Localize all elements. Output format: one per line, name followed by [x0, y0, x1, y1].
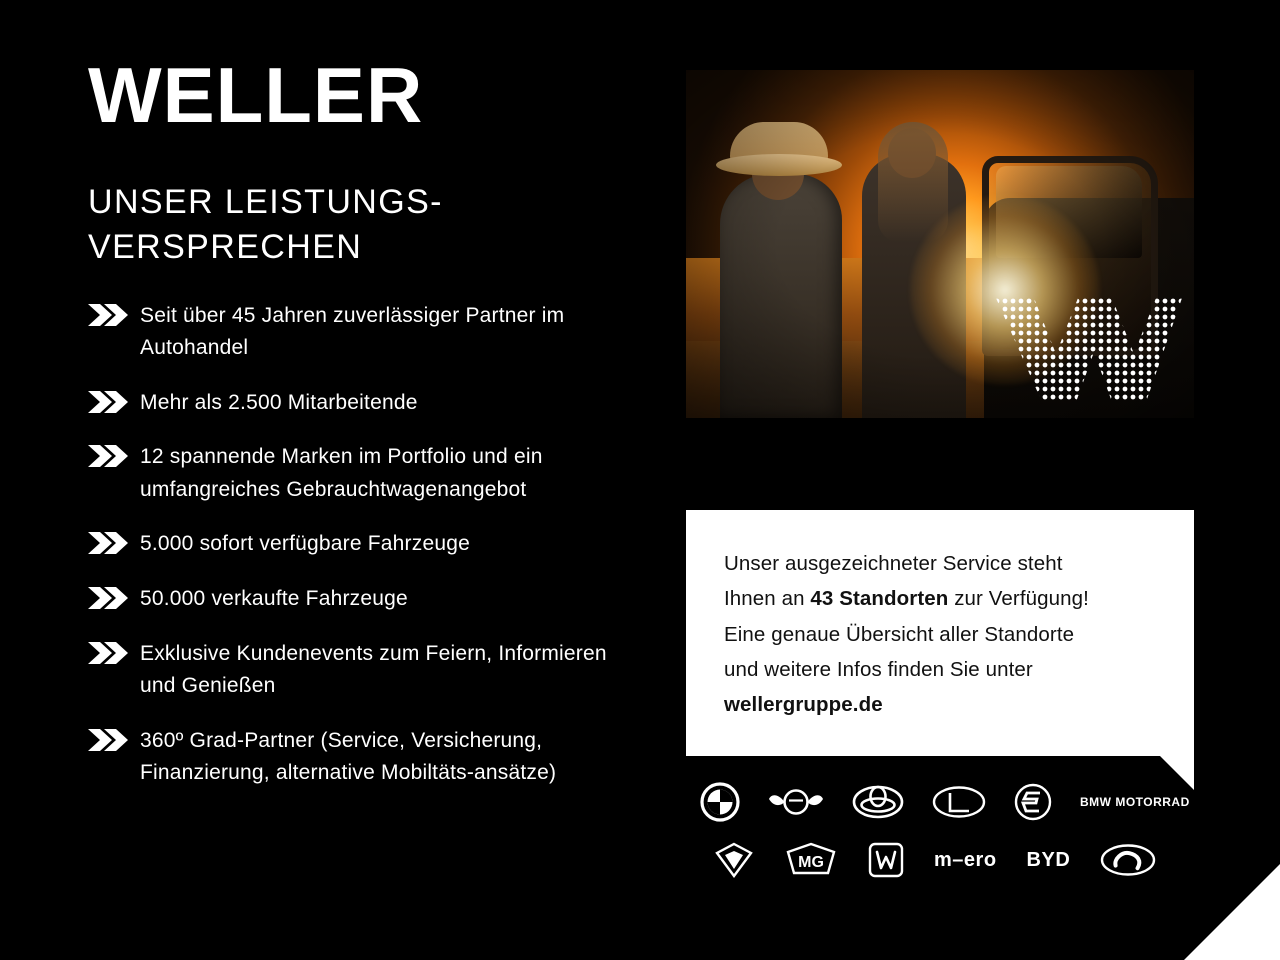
- service-info-line3: Eine genaue Übersicht aller Standorte: [724, 622, 1075, 646]
- mg-logo-icon: [784, 840, 838, 880]
- toyota-logo-icon: [852, 782, 904, 822]
- list-item: [88, 300, 668, 365]
- service-info-line2-post: zur Verfügung!: [948, 587, 1089, 611]
- seat-logo-icon: [1014, 782, 1052, 822]
- brand-logo-row-2: [700, 840, 1200, 880]
- wuling-logo-icon: [868, 840, 904, 880]
- brand-logo-row-1: [700, 782, 1200, 822]
- double-chevron-icon: [88, 638, 128, 664]
- list-item-label: Seit über 45 Jahren zuverlässiger Partner im Autohandel: [140, 303, 565, 360]
- list-item: [88, 725, 668, 790]
- right-column: [686, 70, 1194, 756]
- service-info-line4: und weitere Infos finden Sie unter: [724, 657, 1033, 681]
- double-chevron-icon: [88, 441, 128, 467]
- double-chevron-icon: [88, 583, 128, 609]
- page-title: UNSER LEISTUNGS-VERSPRECHEN: [88, 183, 443, 266]
- service-info-box: [686, 510, 1194, 756]
- website-url[interactable]: wellergruppe.de: [724, 693, 883, 716]
- service-info-text: [724, 546, 1156, 722]
- svg-text:MG: MG: [798, 854, 824, 871]
- list-item: [88, 583, 668, 616]
- double-chevron-icon: [88, 387, 128, 413]
- service-info-line1: Unser ausgezeichneter Service steht: [724, 552, 1063, 575]
- corner-wedge: [1184, 864, 1280, 960]
- bmw-motorrad-logo: [1080, 782, 1190, 822]
- service-info-line2-pre: Ihnen an: [724, 587, 811, 611]
- micro-label: m–ero: [934, 848, 997, 871]
- double-chevron-icon: [88, 725, 128, 751]
- dotted-w-pattern-icon: [986, 290, 1186, 410]
- double-chevron-icon: [88, 300, 128, 326]
- list-item-label: 12 spannende Marken im Portfolio und ein umfangreiches Gebrauchtwagenangebot: [140, 445, 543, 501]
- list-item: [88, 387, 668, 420]
- hero-image: [686, 70, 1194, 418]
- list-item: [88, 441, 668, 506]
- lexus-logo-icon: [932, 782, 986, 822]
- weller-wordmark: WELLER: [88, 51, 424, 139]
- list-item-label: 50.000 verkaufte Fahrzeuge: [140, 587, 408, 611]
- list-item-label: 5.000 sofort verfügbare Fahrzeuge: [140, 532, 470, 556]
- bmw-motorrad-label: BMW MOTORRAD: [1080, 794, 1190, 809]
- micro-logo: [934, 840, 997, 880]
- bmw-logo-icon: [700, 782, 740, 822]
- byd-label: BYD: [1026, 848, 1071, 871]
- list-item: [88, 638, 668, 703]
- double-chevron-icon: [88, 528, 128, 554]
- hyundai-logo-icon: [1100, 840, 1156, 880]
- brand-logo-strip: [700, 782, 1200, 898]
- list-item: [88, 528, 668, 561]
- locations-count: 43 Standorten: [810, 587, 949, 611]
- mini-logo-icon: [768, 782, 824, 822]
- benefits-list: [88, 300, 668, 790]
- list-item-label: Mehr als 2.500 Mitarbeitende: [140, 390, 418, 414]
- list-item-label: Exklusive Kundenevents zum Feiern, Informieren und Genießen: [140, 641, 607, 698]
- cupra-logo-icon: [714, 840, 754, 880]
- left-column: [88, 51, 668, 812]
- byd-logo: [1027, 840, 1071, 880]
- list-item-label: 360º Grad-Partner (Service, Versicherung, Finanzierung, alternative Mobiltäts-ansätze): [140, 728, 557, 785]
